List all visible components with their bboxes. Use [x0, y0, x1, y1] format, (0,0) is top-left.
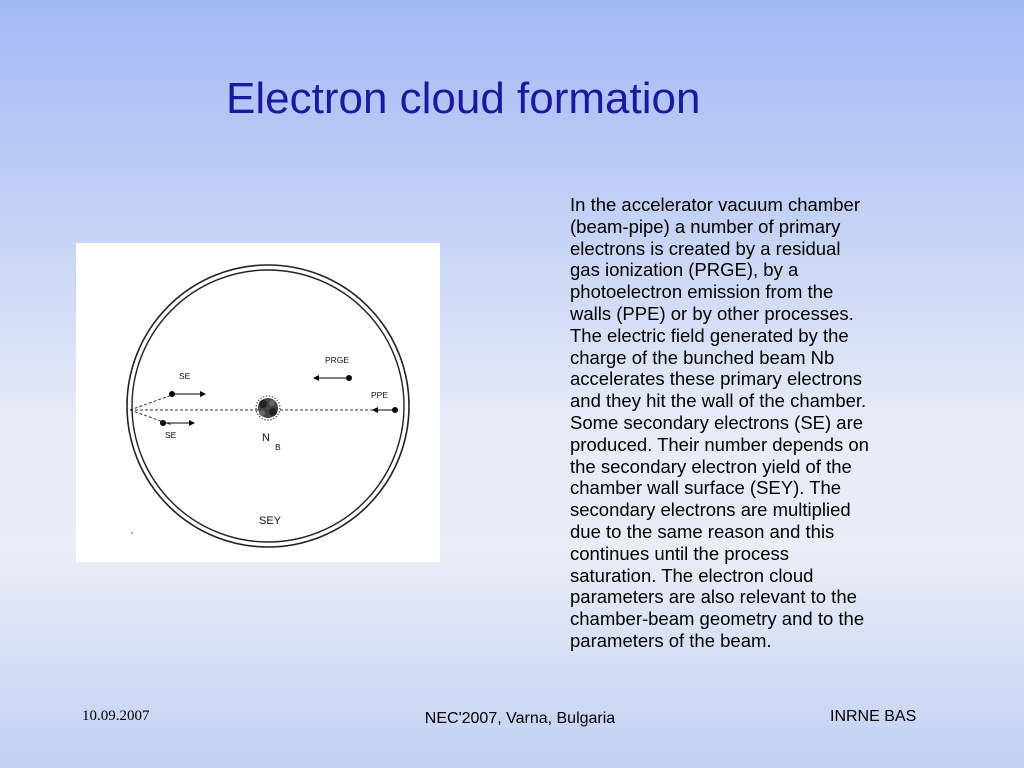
- slide-title: Electron cloud formation: [226, 74, 701, 123]
- nb-subscript: B: [275, 442, 281, 452]
- se-lower-label: SE: [165, 430, 177, 440]
- prge-label: PRGE: [325, 355, 350, 365]
- footer-date: 10.09.2007: [82, 708, 150, 724]
- sey-label: SEY: [259, 515, 282, 527]
- ppe-label: PPE: [371, 390, 389, 400]
- se-lower-electron-icon: [160, 420, 195, 426]
- prge-electron-icon: [313, 375, 352, 381]
- footer-conference: NEC'2007, Varna, Bulgaria: [424, 710, 616, 727]
- diagram-svg: [76, 243, 440, 562]
- nb-label: N: [262, 432, 270, 444]
- ppe-electron-icon: [372, 407, 398, 413]
- se-path-upper: [130, 395, 172, 410]
- se-upper-label: SE: [179, 371, 191, 381]
- beam-bunch-icon: [256, 396, 280, 420]
- stray-mark: [131, 532, 133, 534]
- slide-body-text: In the accelerator vacuum chamber (beam-pipe) a number of primary electrons is created by a residual gas ionization (PRGE), by a photoelectron emission from the walls (PPE) or by other processes. The electric field generated by the charge of the bunched beam Nb accelerates these primary electrons and they hit the wall of the chamber. Some secondary electrons (SE) are produced. Their number depends on the secondary electron yield of the chamber wall surface (SEY). The secondary electrons are multiplied due to the same reason and this continues until the process saturation. The electron cloud parameters are also relevant to the chamber-beam geometry and to the parameters of the beam.: [570, 194, 869, 651]
- footer-organization: INRNE BAS: [830, 708, 917, 725]
- se-upper-electron-icon: [169, 391, 206, 397]
- electron-cloud-diagram: [76, 243, 440, 562]
